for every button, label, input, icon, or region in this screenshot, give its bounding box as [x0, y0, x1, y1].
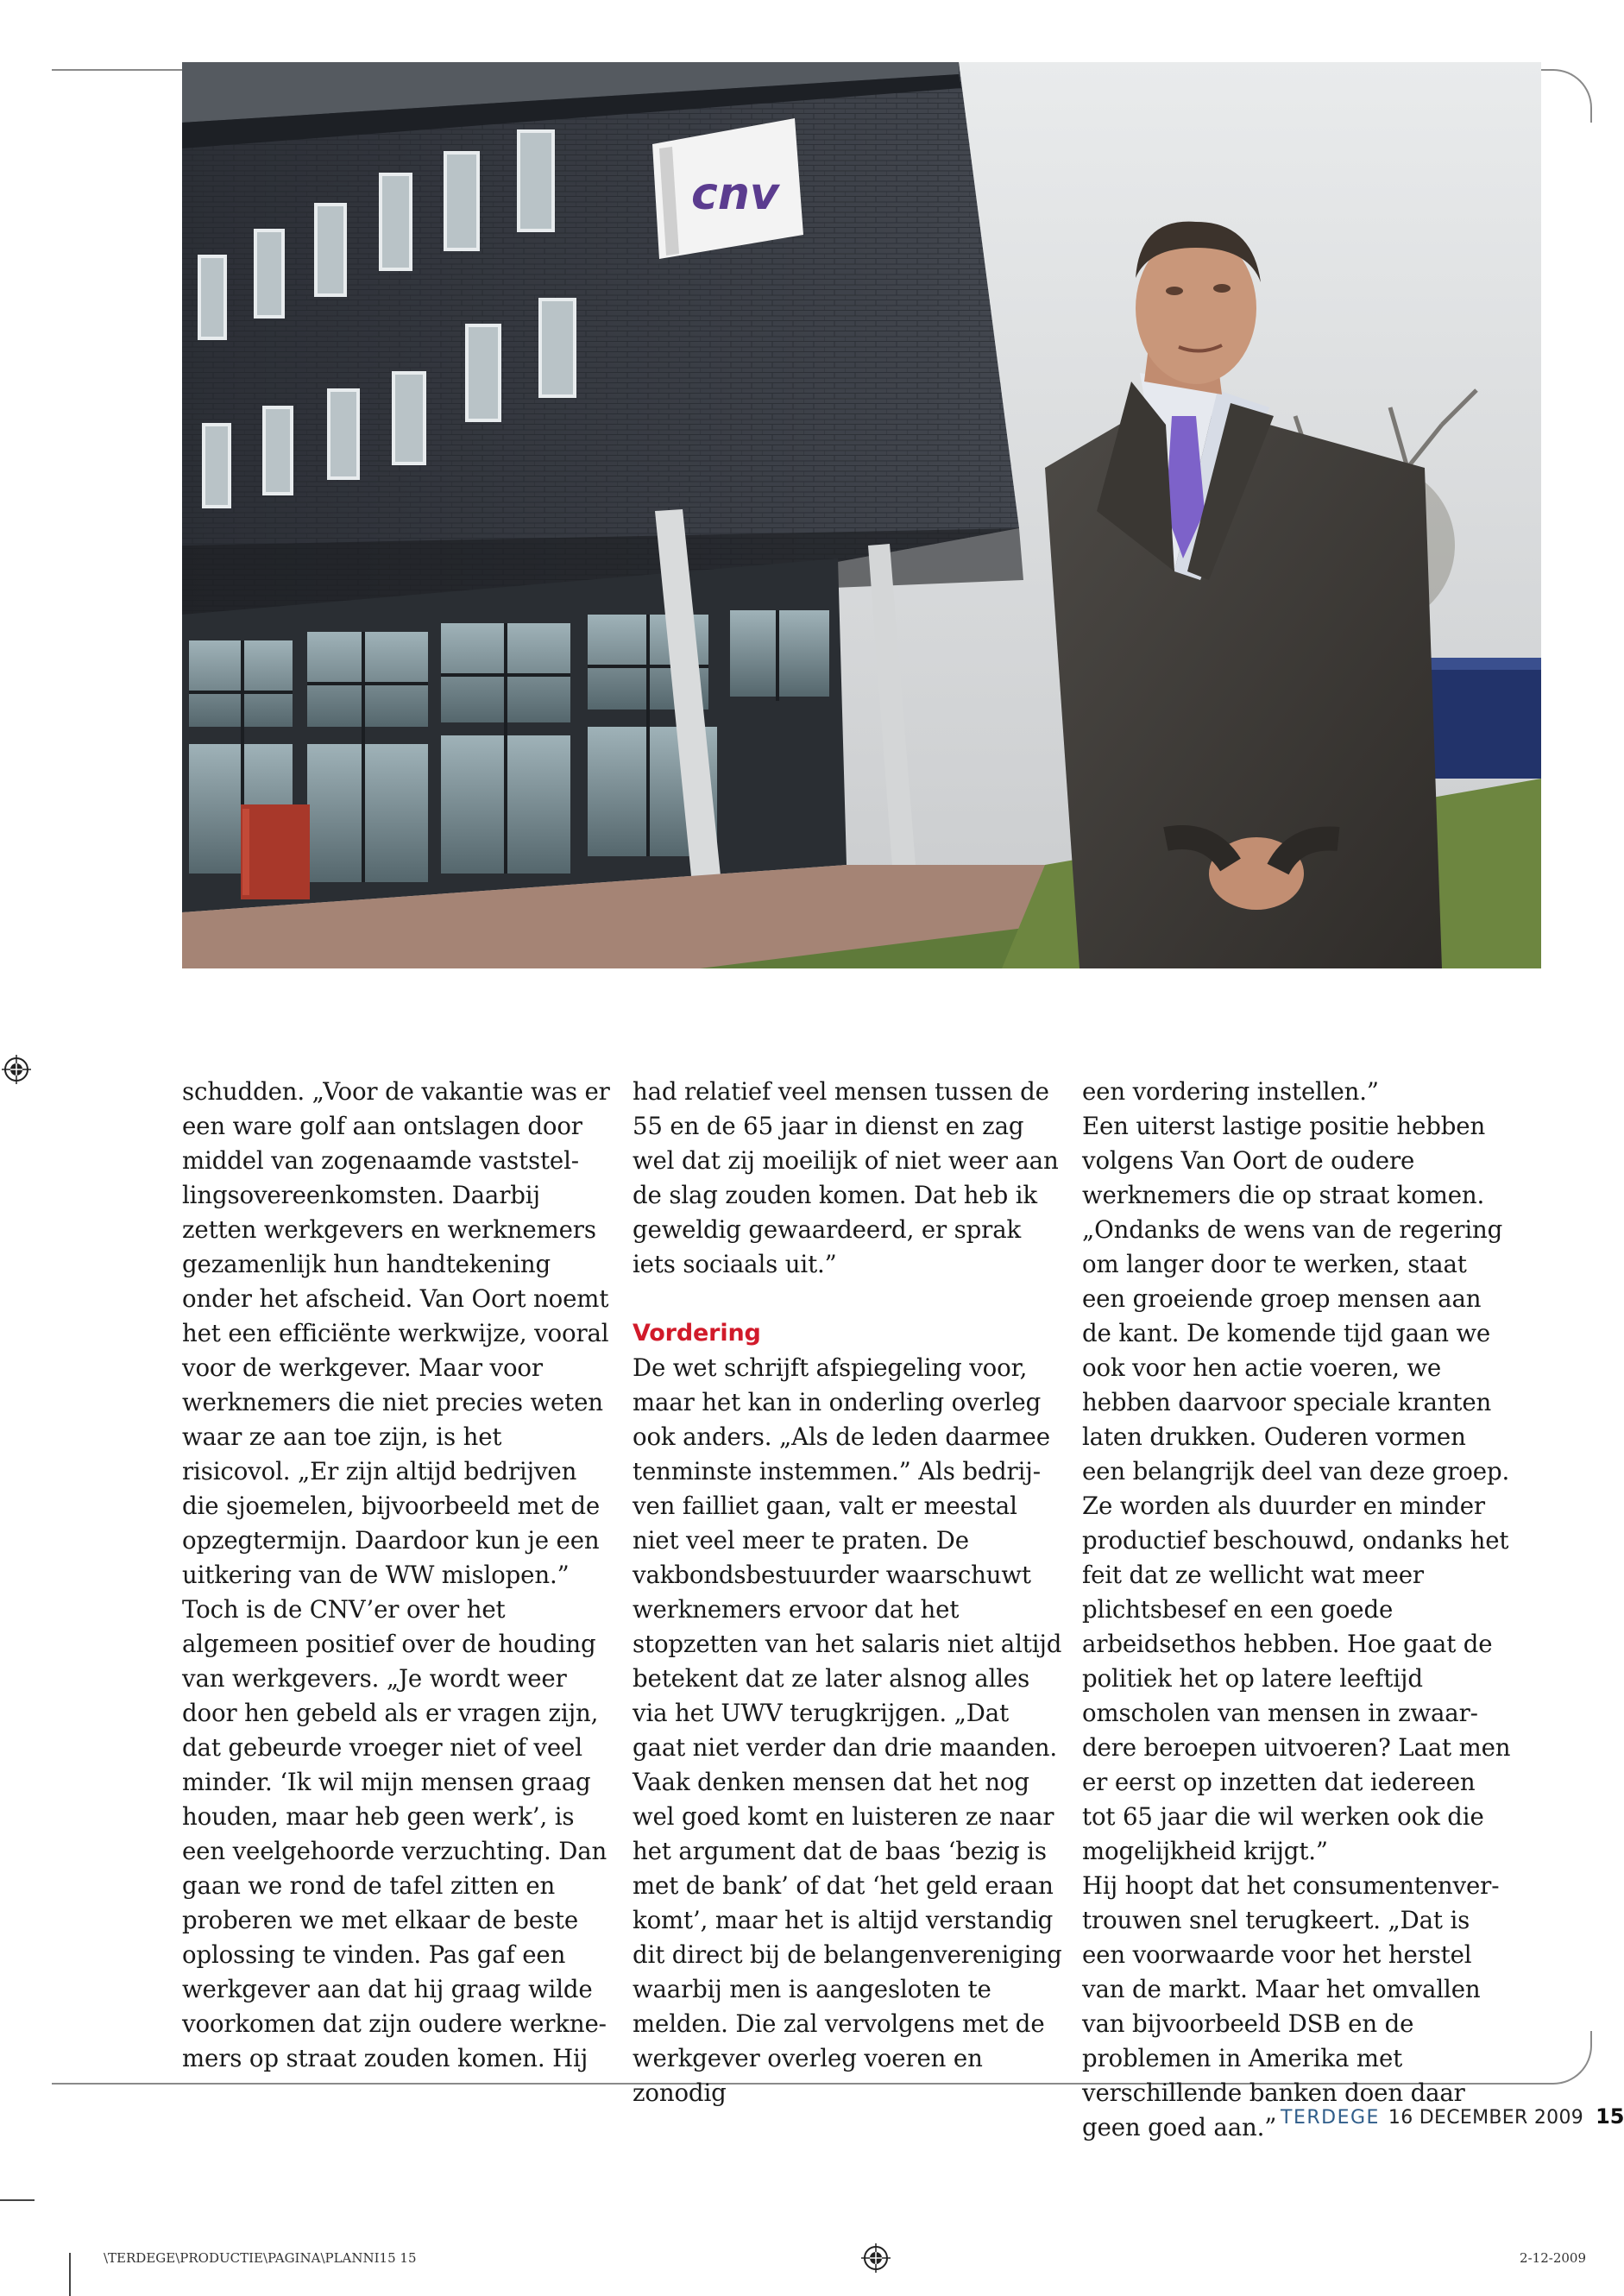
- paragraph: schudden. „Voor de vakantie was er een ware golf aan ontslagen door middel van zogenaamde vaststellingsovereenkomsten. Daarbij zetten werkgevers en werknemers gezamenlijk hun handtekening onder het afscheid. Van Oort noemt het een efficiënte werkwijze, vooral voor de werkgever. Maar voor werknemers die niet precies weten waar ze aan toe zijn, is het risicovol. „Er zijn altijd bedrijven die sjoemelen, bijvoorbeeld met de opzegtermijn. Daardoor kun je een uitkering van de WW mislopen.”: [182, 1077, 610, 1589]
- crop-mark: [0, 2199, 35, 2201]
- article-column-3: [1082, 1075, 1514, 2145]
- paragraph: De wet schrijft afspiegeling voor, maar het kan in onderling overleg ook anders. „Als de leden daarmee tenminste instemmen.” Als bedrijven failliet gaan, valt er meestal niet veel meer te praten. De vakbondsbestuurder waarschuwt werknemers ervoor dat het stopzetten van het salaris niet altijd betekent dat ze later alsnog alles via het UWV terugkrijgen. „Dat gaat niet verder dan drie maanden. Vaak denken mensen dat het nog wel goed komt en luisteren ze naar het argument dat de baas ‘bezig is met de bank’ of dat ‘het geld eraan komt’, maar het is altijd verstandig dit direct bij de belangenvereniging waarbij men is aangesloten te melden. Die zal vervolgens met de werkgever overleg voeren en zonodig: [633, 1353, 1062, 2107]
- issue-date: 16 DECEMBER 2009: [1388, 2107, 1584, 2129]
- file-slug: \TERDEGE\PRODUCTIE\PAGINA\PLANNI15 15: [104, 2250, 417, 2266]
- trim-curve-top: [1543, 69, 1592, 123]
- crop-mark: [69, 2253, 71, 2296]
- paragraph: Een uiterst lastige positie hebben volgens Van Oort de oudere werknemers die op straat komen. „Ondanks de wens van de regering om langer door te werken, staat een groeiende groep mensen aan de kant. De komende tijd gaan we ook voor hen actie voeren, we hebben daarvoor speciale kranten laten drukken. Ouderen vormen een belangrijk deel van deze groep. Ze worden als duurder en minder productief beschouwd, ondanks het feit dat ze wellicht wat meer plichtsbesef en een goede arbeidsethos hebben. Hoe gaat de politiek het op latere leeftijd omscholen van mensen in zwaardere beroepen uitvoeren? Laat men er eerst op inzetten dat iedereen tot 65 jaar die wil werken ook die mogelijkheid krijgt.”: [1082, 1112, 1511, 1865]
- paragraph: Hij hoopt dat het consumentenvertrouwen snel terugkeert. „Dat is een voorwaarde voor het herstel van de markt. Maar het omvallen van bijvoorbeeld DSB en de problemen in Amerika met verschillende banken doen daar geen goed aan.”: [1082, 1871, 1500, 2141]
- article-photo: [182, 62, 1541, 968]
- subheading: Vordering: [633, 1320, 761, 1347]
- photo-cnv-building-man-icon: [182, 62, 1541, 968]
- paragraph: had relatief veel mensen tussen de 55 en de 65 jaar in dienst en zag wel dat zij moeilijk of niet weer aan de slag zouden komen. Dat heb ik geweldig gewaardeerd, er sprak iets sociaals uit.”: [633, 1077, 1059, 1278]
- svg-text:cnv: cnv: [691, 168, 779, 220]
- paragraph: een vordering instellen.”: [1082, 1077, 1379, 1106]
- trim-curve-bottom: [1543, 2031, 1592, 2085]
- article-column-2: [633, 1075, 1064, 2110]
- magazine-name: TERDEGE: [1281, 2107, 1380, 2129]
- paragraph: Toch is de CNV’er over het algemeen positief over de houding van werkgevers. „Je wordt weer door hen gebeld als er vragen zijn, dat gebeurde vroeger niet of veel minder. ‘Ik wil mijn mensen graag houden, maar heb geen werk’, is een veelgehoorde verzuchting. Dan gaan we rond de tafel zitten en proberen we met elkaar de beste oplossing te vinden. Pas gaf een werkgever aan dat hij graag wilde voorkomen dat zijn oudere werknemers op straat zouden komen. Hij: [182, 1595, 607, 2072]
- page-folio: [1281, 2104, 1624, 2131]
- slug-date: 2-12-2009: [1520, 2250, 1586, 2266]
- article-column-1: [182, 1075, 614, 2076]
- page-number: 15: [1596, 2104, 1624, 2129]
- registration-mark-icon: [861, 2243, 891, 2273]
- registration-mark-icon: [2, 1055, 31, 1084]
